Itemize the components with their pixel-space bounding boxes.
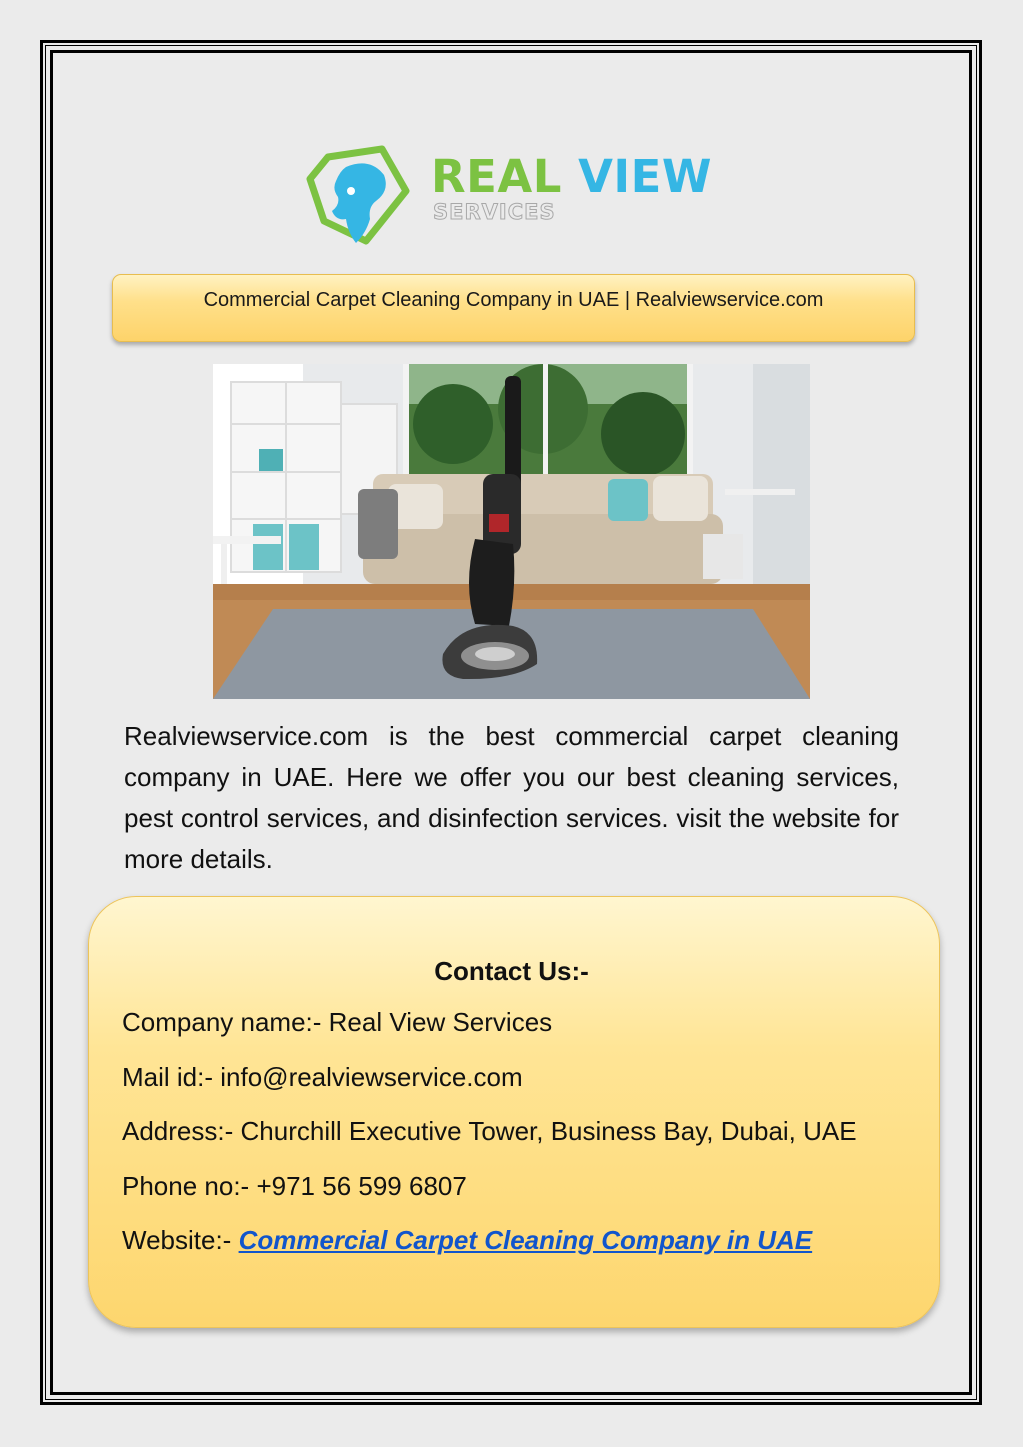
address-value: Churchill Executive Tower, Business Bay, Dubai, UAE bbox=[240, 1116, 857, 1146]
logo-subtitle: SERVICES bbox=[433, 200, 556, 224]
contact-address bbox=[122, 1116, 857, 1147]
title-banner-text: Commercial Carpet Cleaning Company in UAE | Realviewservice.com bbox=[203, 289, 824, 311]
pentagon-person-logo-icon bbox=[306, 145, 410, 249]
vacuum-living-room-photo bbox=[213, 364, 810, 699]
contact-heading: Contact Us:- bbox=[434, 956, 589, 986]
phone-label: Phone no:- bbox=[122, 1171, 250, 1201]
website-label: Website:- bbox=[122, 1225, 232, 1255]
company-value: Real View Services bbox=[328, 1007, 553, 1037]
contact-company bbox=[122, 1007, 552, 1038]
contact-mail bbox=[122, 1062, 523, 1093]
mail-value: info@realviewservice.com bbox=[220, 1062, 523, 1092]
website-link[interactable]: Commercial Carpet Cleaning Company in UAE bbox=[238, 1225, 813, 1255]
phone-value: +971 56 599 6807 bbox=[256, 1171, 467, 1201]
mail-label: Mail id:- bbox=[122, 1062, 214, 1092]
company-logo bbox=[306, 145, 726, 253]
logo-wordmark: REAL VIEW bbox=[431, 150, 713, 203]
contact-phone bbox=[122, 1171, 467, 1202]
company-label: Company name:- bbox=[122, 1007, 322, 1037]
title-banner bbox=[112, 274, 915, 342]
description-paragraph: Realviewservice.com is the best commercial carpet cleaning company in UAE. Here we offer you our best cleaning services, pest control services, and disinfection services. visit the website for more details. bbox=[124, 721, 899, 874]
contact-website bbox=[122, 1225, 812, 1256]
address-label: Address:- bbox=[122, 1116, 234, 1146]
